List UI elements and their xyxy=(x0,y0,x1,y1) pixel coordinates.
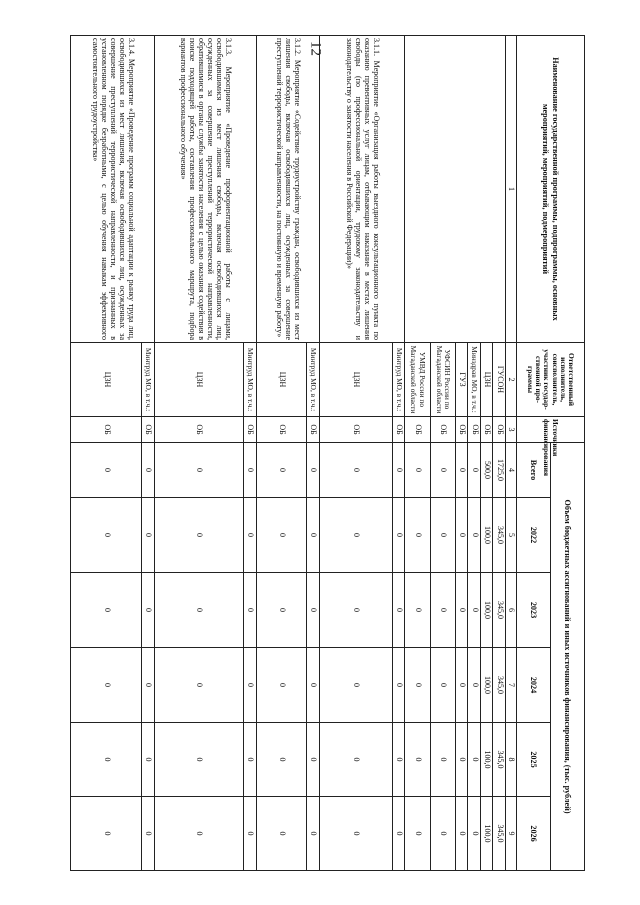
value-cell: 0 xyxy=(392,573,405,648)
source-cell: ОБ xyxy=(319,417,392,443)
value-cell: 345,0 xyxy=(493,648,506,723)
col-number: 9 xyxy=(506,797,517,871)
value-cell: 0 xyxy=(319,498,392,573)
value-cell: 100,0 xyxy=(480,573,493,648)
value-cell: 0 xyxy=(405,648,430,723)
source-cell: ОБ xyxy=(493,417,506,443)
executor-cell: Минтруд МО, в т.ч.: xyxy=(142,343,155,417)
value-cell: 0 xyxy=(430,797,455,871)
value-cell: 0 xyxy=(468,723,481,797)
value-cell: 0 xyxy=(306,498,319,573)
header-year: 2025 xyxy=(517,723,551,797)
value-cell: 0 xyxy=(142,498,155,573)
value-cell: 0 xyxy=(319,648,392,723)
value-cell: 0 xyxy=(405,443,430,498)
col-number: 2 xyxy=(506,343,517,417)
col-number: 7 xyxy=(506,648,517,723)
value-cell: 345,0 xyxy=(493,573,506,648)
header-volume: Объем бюджетных ассигнований и иных источников финансирования, (тыс. рублей) xyxy=(551,443,585,871)
value-cell: 0 xyxy=(319,573,392,648)
value-cell: 0 xyxy=(468,648,481,723)
value-cell: 0 xyxy=(405,498,430,573)
value-cell: 1725,0 xyxy=(493,443,506,498)
source-cell: ОБ xyxy=(455,417,468,443)
header-year: 2026 xyxy=(517,797,551,871)
value-cell: 0 xyxy=(455,797,468,871)
source-cell: ОБ xyxy=(468,417,481,443)
value-cell: 0 xyxy=(306,573,319,648)
value-cell: 0 xyxy=(319,443,392,498)
value-cell: 0 xyxy=(154,723,243,797)
source-cell: ОБ xyxy=(71,417,142,443)
table-row xyxy=(493,36,506,871)
header-year: 2023 xyxy=(517,573,551,648)
col-number: 8 xyxy=(506,723,517,797)
header-year: 2022 xyxy=(517,498,551,573)
value-cell: 345,0 xyxy=(493,797,506,871)
value-cell: 0 xyxy=(244,797,257,871)
measure-name: 3.1.4. Мероприятие «Проведение программ социальной адаптации к рынку труда лиц, освободившихся из мест лишения, включая освободившихся лиц, осужденных за совершение преступлений террористической направленности, и признанных в установленном порядке безработными, с целью обучения навыкам эффективного самостоятельного трудоустройства» xyxy=(71,36,155,343)
value-cell: 0 xyxy=(256,648,306,723)
executor-cell: ГУЗ xyxy=(455,343,468,417)
value-cell: 0 xyxy=(319,797,392,871)
value-cell: 0 xyxy=(430,498,455,573)
table-row xyxy=(306,36,319,871)
value-cell: 0 xyxy=(71,443,142,498)
value-cell: 345,0 xyxy=(493,498,506,573)
value-cell: 0 xyxy=(142,443,155,498)
value-cell: 0 xyxy=(256,443,306,498)
value-cell: 0 xyxy=(306,443,319,498)
col-number: 4 xyxy=(506,443,517,498)
value-cell: 100,0 xyxy=(480,648,493,723)
col-number: 6 xyxy=(506,573,517,648)
value-cell: 0 xyxy=(154,443,243,498)
value-cell: 0 xyxy=(392,648,405,723)
executor-cell: ЦЗН xyxy=(319,343,392,417)
value-cell: 0 xyxy=(468,573,481,648)
value-cell: 0 xyxy=(256,573,306,648)
executor-cell: ЦЗН xyxy=(256,343,306,417)
value-cell: 0 xyxy=(392,797,405,871)
header-name: Наименование государственной программы, подпрограммы, основных мероприятий, мероприятий, подмероприятий xyxy=(517,36,585,343)
value-cell: 0 xyxy=(392,443,405,498)
value-cell: 0 xyxy=(430,648,455,723)
value-cell: 0 xyxy=(306,648,319,723)
value-cell: 0 xyxy=(244,573,257,648)
source-cell: ОБ xyxy=(154,417,243,443)
header-executor: Ответственный исполнитель, соисполнитель, участник государ-ственной про-граммы xyxy=(517,343,585,417)
value-cell: 0 xyxy=(306,723,319,797)
value-cell: 0 xyxy=(71,498,142,573)
value-cell: 0 xyxy=(405,723,430,797)
value-cell: 100,0 xyxy=(480,498,493,573)
value-cell: 0 xyxy=(154,498,243,573)
executor-cell: УФСИН России по Магаданской области xyxy=(430,343,455,417)
col-number: 1 xyxy=(506,36,517,343)
executor-cell: ГУСОН xyxy=(493,343,506,417)
source-cell: ОБ xyxy=(405,417,430,443)
measure-name: 3.1.1. Мероприятие «Организация работы выездного консультационного пункта по оказанию превентивных услуг лицам, отбывающим наказание в местах лишения свободы (по профессиональной ориентации, трудовому законодательству и законодательству о занятости населения в Российской Федерации)» xyxy=(319,36,405,343)
value-cell: 0 xyxy=(142,723,155,797)
executor-cell: Минздрав МО, в т.ч.: xyxy=(468,343,481,417)
value-cell: 0 xyxy=(244,648,257,723)
value-cell: 0 xyxy=(430,443,455,498)
budget-table xyxy=(70,35,585,871)
executor-cell: Минтруд МО, в т.ч.: xyxy=(244,343,257,417)
value-cell: 0 xyxy=(430,573,455,648)
measure-name: 3.1.2. Мероприятие «Содействие трудоустройству граждан, освободившихся из мест лишения свободы, включая освободившихся лиц, осужденных за совершение преступлений террористической направленности, на постоянную и временную работу» xyxy=(256,36,319,343)
executor-cell: ЦЗН xyxy=(71,343,142,417)
value-cell: 0 xyxy=(455,498,468,573)
value-cell: 0 xyxy=(244,723,257,797)
value-cell: 0 xyxy=(71,797,142,871)
value-cell: 0 xyxy=(430,723,455,797)
rotated-table-wrapper xyxy=(70,35,585,870)
value-cell: 0 xyxy=(244,443,257,498)
value-cell: 100,0 xyxy=(480,797,493,871)
value-cell: 0 xyxy=(154,573,243,648)
value-cell: 0 xyxy=(256,797,306,871)
value-cell: 0 xyxy=(154,797,243,871)
header-total: Всего xyxy=(517,443,551,498)
value-cell: 0 xyxy=(468,498,481,573)
col-number: 3 xyxy=(506,417,517,443)
table-row xyxy=(244,36,257,871)
empty-name-cell xyxy=(405,36,506,343)
value-cell: 0 xyxy=(392,498,405,573)
value-cell: 100,0 xyxy=(480,723,493,797)
value-cell: 0 xyxy=(455,443,468,498)
value-cell: 0 xyxy=(455,723,468,797)
value-cell: 0 xyxy=(71,723,142,797)
page-number: 12 xyxy=(307,41,324,56)
value-cell: 0 xyxy=(256,498,306,573)
value-cell: 0 xyxy=(142,797,155,871)
source-cell: ОБ xyxy=(480,417,493,443)
value-cell: 0 xyxy=(244,498,257,573)
value-cell: 0 xyxy=(405,573,430,648)
executor-cell: УМВД России по Магаданской области xyxy=(405,343,430,417)
header-source: Источники финансирования xyxy=(517,417,585,443)
table-row xyxy=(392,36,405,871)
value-cell: 500,0 xyxy=(480,443,493,498)
value-cell: 0 xyxy=(154,648,243,723)
value-cell: 0 xyxy=(392,723,405,797)
executor-cell: ЦЗН xyxy=(154,343,243,417)
value-cell: 0 xyxy=(256,723,306,797)
value-cell: 0 xyxy=(455,573,468,648)
header-year: 2024 xyxy=(517,648,551,723)
value-cell: 0 xyxy=(71,648,142,723)
executor-cell: Минтруд МО, в т.ч.: xyxy=(306,343,319,417)
value-cell: 0 xyxy=(468,797,481,871)
value-cell: 0 xyxy=(142,573,155,648)
table-row xyxy=(142,36,155,871)
source-cell: ОБ xyxy=(392,417,405,443)
value-cell: 345,0 xyxy=(493,723,506,797)
measure-name: 3.1.3. Мероприятие «Проведение профориентационной работы с лицами, освободившимися из мест лишения свободы, включая освободившихся лиц, осужденных за совершение преступлений террористической направленности, обратившимися в органы службы занятости населения с целью оказания содействия в поиске подходящей работы, составления профессионального маршрута, подбора вариантов профессионального обучения» xyxy=(154,36,256,343)
col-number: 5 xyxy=(506,498,517,573)
value-cell: 0 xyxy=(71,573,142,648)
source-cell: ОБ xyxy=(306,417,319,443)
value-cell: 0 xyxy=(468,443,481,498)
executor-cell: ЦЗН xyxy=(480,343,493,417)
value-cell: 0 xyxy=(319,723,392,797)
value-cell: 0 xyxy=(306,797,319,871)
source-cell: ОБ xyxy=(256,417,306,443)
value-cell: 0 xyxy=(455,648,468,723)
source-cell: ОБ xyxy=(244,417,257,443)
executor-cell: Минтруд МО, в т.ч.: xyxy=(392,343,405,417)
source-cell: ОБ xyxy=(430,417,455,443)
source-cell: ОБ xyxy=(142,417,155,443)
value-cell: 0 xyxy=(405,797,430,871)
value-cell: 0 xyxy=(142,648,155,723)
